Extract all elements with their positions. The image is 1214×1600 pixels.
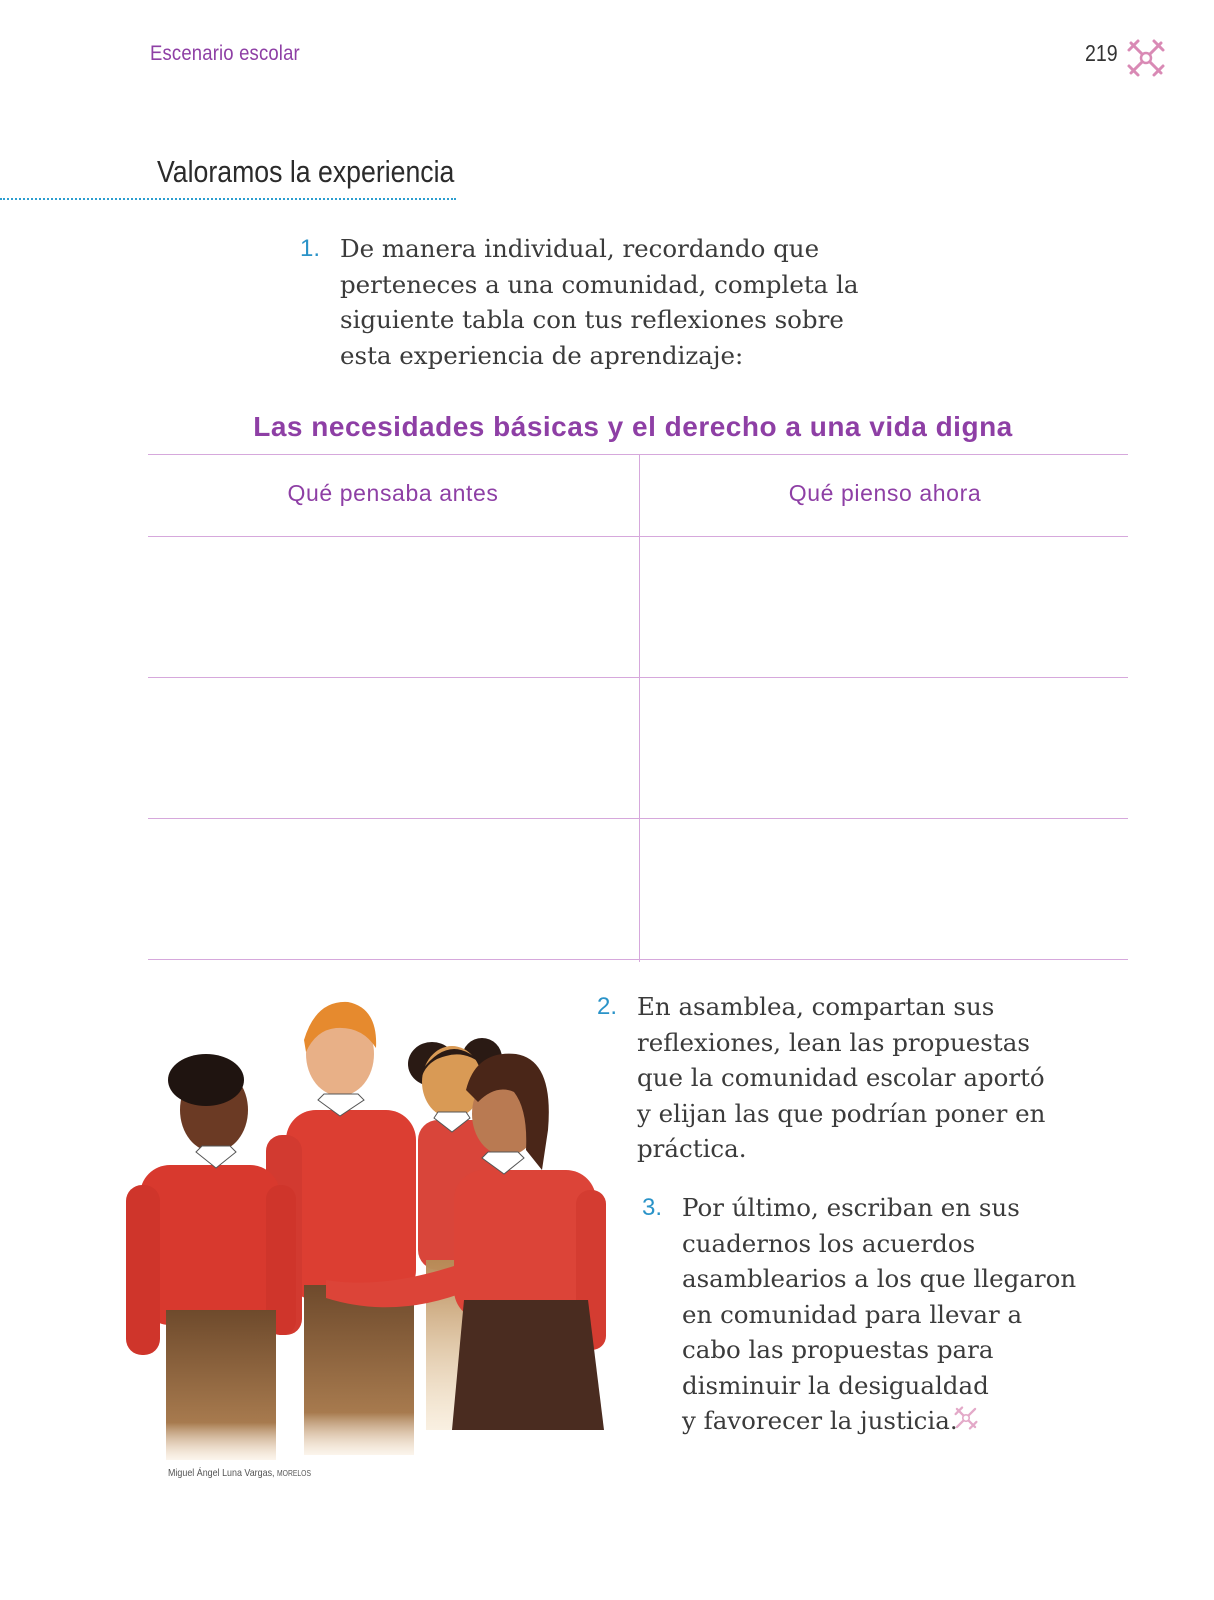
illustration-credit: [168, 1467, 311, 1479]
table-cell-before-2[interactable]: [148, 679, 638, 817]
table-cell-now-1[interactable]: [640, 538, 1128, 676]
end-ornament-icon: [953, 1405, 979, 1431]
table-cell-before-3[interactable]: [148, 820, 638, 958]
item-number: 2.: [597, 993, 618, 1020]
table-cell-now-2[interactable]: [640, 679, 1128, 817]
reflection-table: [148, 454, 1128, 962]
instruction-item-1: [300, 231, 900, 381]
table-rule-bottom: [148, 959, 1128, 960]
item-text: En asamblea, compartan sus reflexiones, lean las propuestas que la comunidad escolar aportó y elijan las que podrían poner en práctica.: [637, 992, 1046, 1163]
table-rule-header: [148, 536, 1128, 537]
table-cell-now-3[interactable]: [640, 820, 1128, 958]
item-text: Por último, escriban en sus cuadernos los acuerdos asamblearios a los que llegaron en comunidad para llevar a cabo las propuestas para disminuir la desigualdad y favorecer la justicia.: [682, 1193, 1077, 1435]
table-cell-before-1[interactable]: [148, 538, 638, 676]
table-title: Las necesidades básicas y el derecho a una vida digna: [253, 411, 1013, 442]
section-title: Valoramos la experiencia: [157, 154, 455, 189]
column-header-now: Qué pienso ahora: [788, 480, 982, 506]
instruction-item-2: [597, 989, 1097, 1169]
student-left-boy: [126, 1054, 296, 1460]
students-illustration: [126, 1000, 612, 1470]
column-header-before: Qué pensaba antes: [287, 480, 499, 506]
credit-state: MORELOS: [276, 1469, 312, 1478]
table-rule-row: [148, 677, 1128, 678]
credit-name: Miguel Ángel Luna Vargas,: [168, 1467, 277, 1479]
item-number: 3.: [642, 1194, 663, 1221]
table-rule-top: [148, 454, 1128, 455]
item-text: De manera individual, recordando que perteneces a una comunidad, completa la siguiente tabla con tus reflexiones sobre esta experiencia de aprendizaje:: [340, 234, 859, 370]
instruction-item-3: [642, 1190, 1122, 1440]
item-number: 1.: [300, 235, 321, 262]
ornament-icon: [1126, 38, 1166, 78]
section-title-underline: [0, 198, 456, 200]
table-rule-row: [148, 818, 1128, 819]
page-number: 219: [1085, 40, 1118, 66]
running-head: Escenario escolar: [150, 42, 300, 65]
